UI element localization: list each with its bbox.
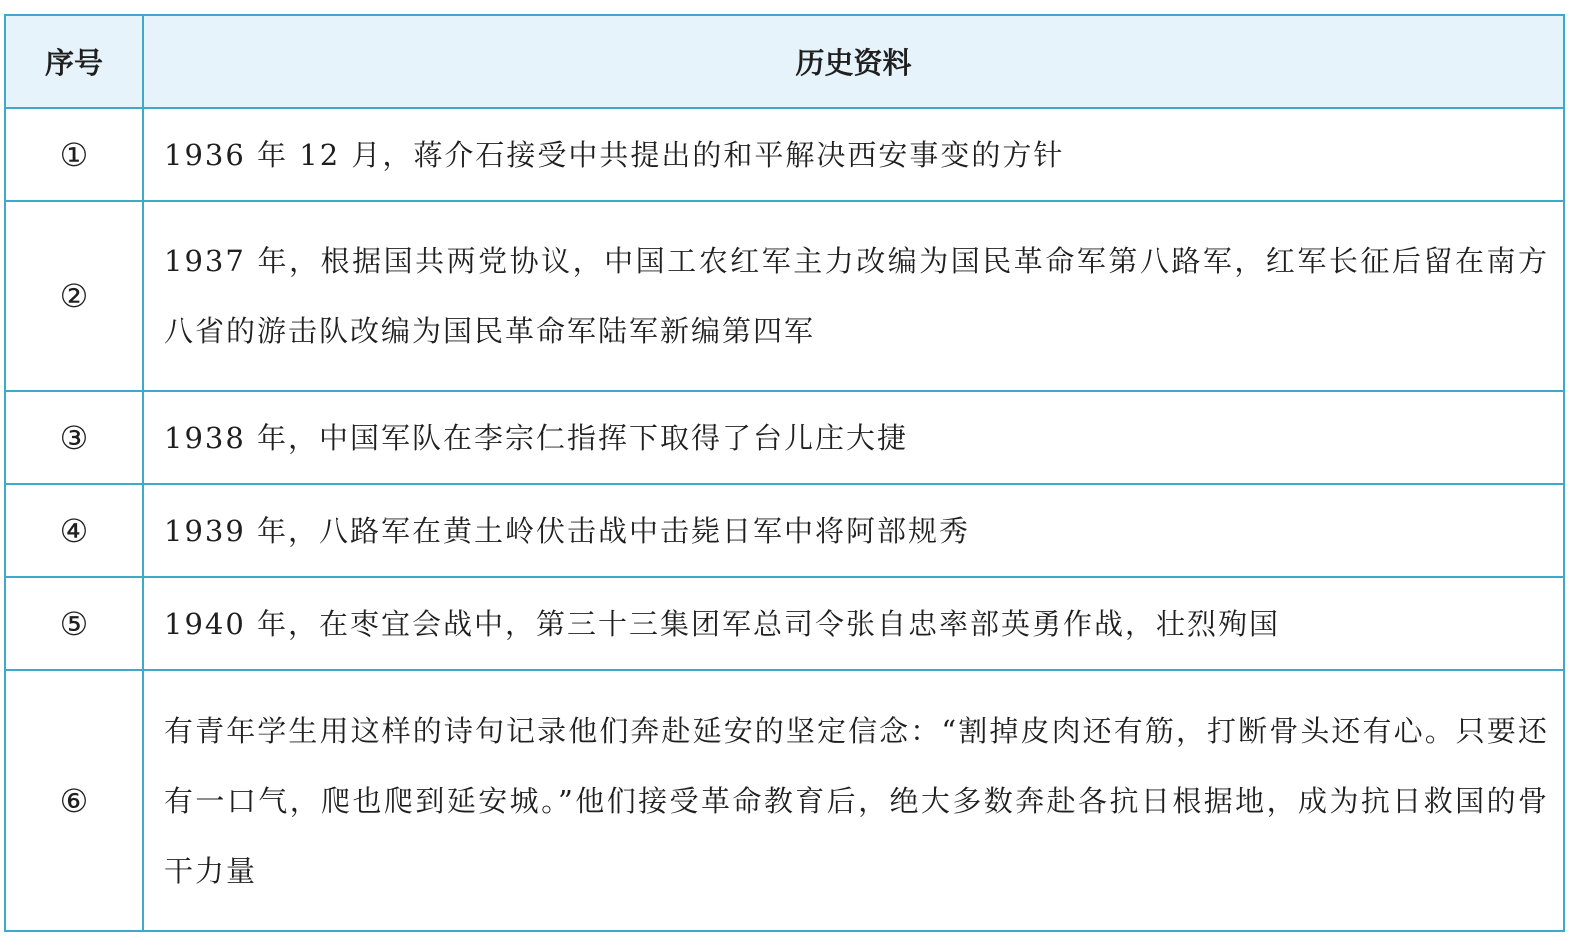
table-row	[6, 201, 1563, 391]
table-header-row	[6, 16, 1563, 108]
row-index: ③	[6, 391, 143, 484]
table-row	[6, 108, 1563, 201]
row-text: 有青年学生用这样的诗句记录他们奔赴延安的坚定信念：“割掉皮肉还有筋，打断骨头还有心。只要还有一口气，爬也爬到延安城。”他们接受革命教育后，绝大多数奔赴各抗日根据地，成为抗日救国的骨干力量	[143, 670, 1563, 930]
row-index: ①	[6, 108, 143, 201]
history-materials-table	[6, 16, 1563, 930]
row-index: ②	[6, 201, 143, 391]
row-index: ⑤	[6, 577, 143, 670]
row-text: 1940 年，在枣宜会战中，第三十三集团军总司令张自忠率部英勇作战，壮烈殉国	[143, 577, 1563, 670]
row-index: ⑥	[6, 670, 143, 930]
header-index: 序号	[6, 16, 143, 108]
table-row	[6, 577, 1563, 670]
header-materials: 历史资料	[143, 16, 1563, 108]
table-row	[6, 484, 1563, 577]
history-materials-table-frame	[4, 14, 1565, 932]
row-text: 1936 年 12 月，蒋介石接受中共提出的和平解决西安事变的方针	[143, 108, 1563, 201]
row-text: 1939 年，八路军在黄土岭伏击战中击毙日军中将阿部规秀	[143, 484, 1563, 577]
table-row	[6, 391, 1563, 484]
table-row	[6, 670, 1563, 930]
row-text: 1937 年，根据国共两党协议，中国工农红军主力改编为国民革命军第八路军，红军长征后留在南方八省的游击队改编为国民革命军陆军新编第四军	[143, 201, 1563, 391]
row-text: 1938 年，中国军队在李宗仁指挥下取得了台儿庄大捷	[143, 391, 1563, 484]
row-index: ④	[6, 484, 143, 577]
